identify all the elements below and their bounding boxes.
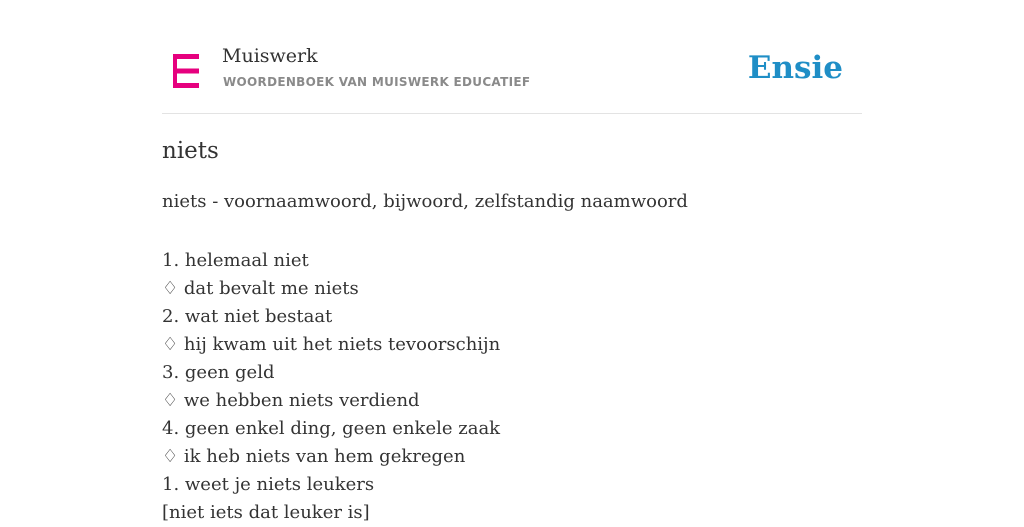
brand-subtitle[interactable]: WOORDENBOEK VAN MUISWERK EDUCATIEF <box>223 75 531 89</box>
brand-name[interactable]: Muiswerk <box>222 45 318 67</box>
example-line: ♢ dat bevalt me niets <box>162 278 359 299</box>
word-type-line: niets - voornaamwoord, bijwoord, zelfstandig naamwoord <box>162 191 688 212</box>
ensie-logo[interactable]: Ensie <box>747 50 843 86</box>
explanation-line: [niet iets dat leuker is] <box>162 502 370 523</box>
definition-list <box>162 247 500 527</box>
example-line: ♢ we hebben niets verdiend <box>162 390 420 411</box>
example-line: ♢ ik heb niets van hem gekregen <box>162 446 466 467</box>
site-header <box>162 0 862 114</box>
definition-line: 4. geen enkel ding, geen enkele zaak <box>162 418 501 439</box>
page-title: niets <box>162 138 219 164</box>
muiswerk-logo-icon[interactable] <box>173 54 199 88</box>
definition-line: 2. wat niet bestaat <box>162 306 333 327</box>
definition-line: 3. geen geld <box>162 362 275 383</box>
example-line: ♢ hij kwam uit het niets tevoorschijn <box>162 334 501 355</box>
definition-line: 1. weet je niets leukers <box>162 474 375 495</box>
definition-line: 1. helemaal niet <box>162 250 309 271</box>
